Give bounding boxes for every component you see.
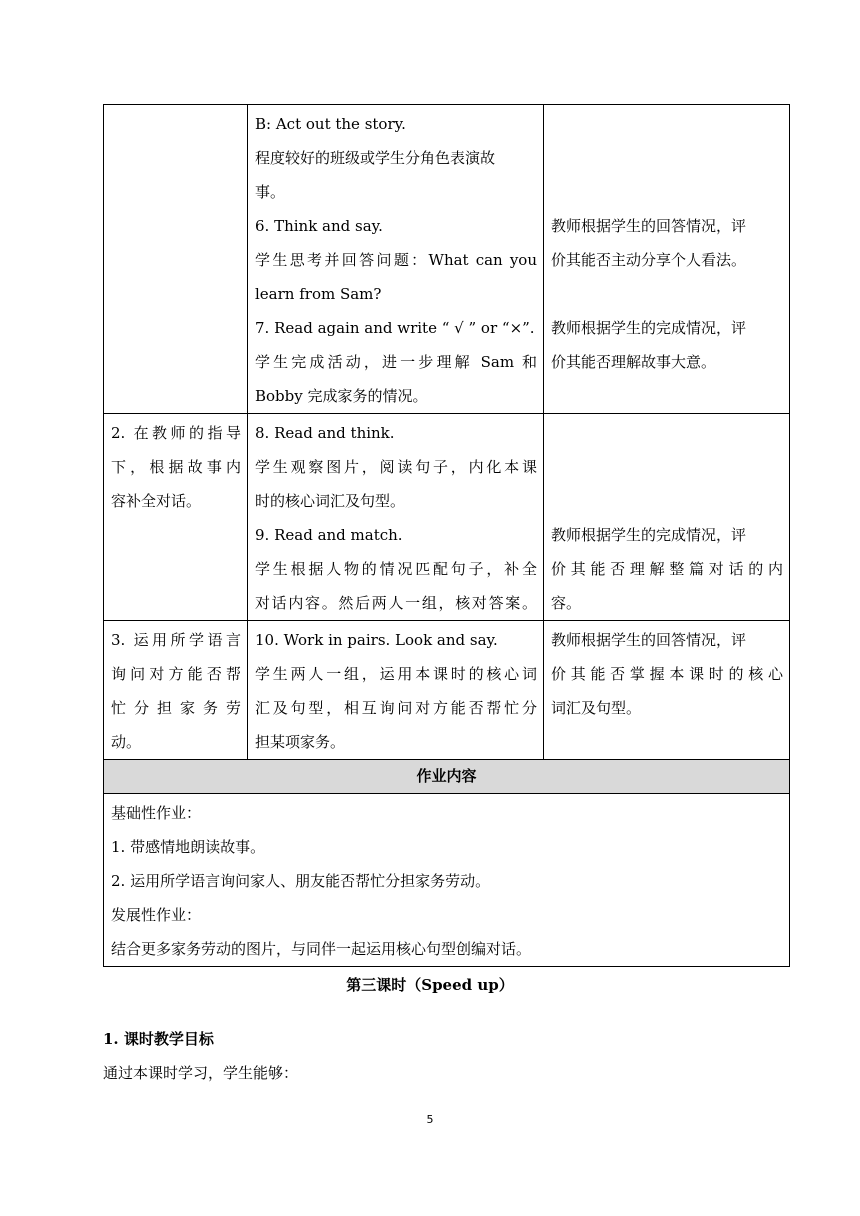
text-line: 9. Read and match. (255, 526, 403, 544)
text-line: 学生完成活动，进一步理解 Sam 和 (255, 353, 537, 371)
text-line: Bobby 完成家务的情况。 (255, 387, 428, 405)
text-line: 教师根据学生的完成情况，评 (551, 526, 747, 544)
text-line: 汇及句型，相互询问对方能否帮忙分 (255, 699, 537, 717)
text-line: 教师根据学生的回答情况，评 (551, 217, 747, 235)
section-title: 第三课时（Speed up） (346, 976, 514, 994)
text-line: 2. 在教师的指导 (111, 424, 241, 442)
evaluation-cell (544, 105, 790, 414)
text-line: 学生思考并回答问题：What can you (255, 251, 537, 269)
text-line: 8. Read and think. (255, 424, 395, 442)
text-line: 教师根据学生的完成情况，评 (551, 319, 747, 337)
text-line: 价其能否理解故事大意。 (551, 353, 717, 371)
page-number: 5 (426, 1113, 434, 1126)
text-line: 对话内容。然后两人一组，核对答案。 (255, 594, 537, 612)
text-line: 容。 (551, 594, 582, 612)
table-row (104, 414, 790, 621)
text-line: 10. Work in pairs. Look and say. (255, 631, 498, 649)
text-line: 事。 (255, 183, 286, 201)
homework-row (104, 794, 790, 967)
text-line: 词汇及句型。 (551, 699, 642, 717)
intro-text: 通过本课时学习，学生能够： (103, 1064, 299, 1082)
text-line: 2. 运用所学语言询问家人、朋友能否帮忙分担家务劳动。 (111, 872, 491, 890)
homework-cell (104, 794, 790, 967)
text-line: 6. Think and say. (255, 217, 383, 235)
text-line: 下，根据故事内 (111, 458, 241, 476)
evaluation-cell (544, 621, 790, 760)
evaluation-cell (544, 414, 790, 621)
text-line: 7. Read again and write “ √ ” or “×”. (255, 319, 535, 337)
text-line: 教师根据学生的回答情况，评 (551, 631, 747, 649)
text-line: 担某项家务。 (255, 733, 346, 751)
text-line: 价其能否理解整篇对话的内 (551, 560, 783, 578)
homework-header-row (104, 760, 790, 794)
text-line: 程度较好的班级或学生分角色表演故 (255, 149, 496, 167)
text-line: 学生根据人物的情况匹配句子，补全 (255, 560, 537, 578)
text-line: 发展性作业： (111, 906, 202, 924)
text-line: 1. 带感情地朗读故事。 (111, 838, 266, 856)
goal-cell (104, 621, 248, 760)
activity-cell (248, 105, 544, 414)
text-line: 价其能否掌握本课时的核心 (551, 665, 783, 683)
text-line: 3. 运用所学语言 (111, 631, 241, 649)
table-row (104, 621, 790, 760)
text-line: 询问对方能否帮 (111, 665, 241, 683)
text-line: 时的核心词汇及句型。 (255, 492, 406, 510)
text-line: 学生观察图片，阅读句子，内化本课 (255, 458, 537, 476)
lesson-table (103, 104, 790, 967)
text-line: 容补全对话。 (111, 492, 202, 510)
text-line: 动。 (111, 733, 142, 751)
text-line: 学生两人一组，运用本课时的核心词 (255, 665, 537, 683)
activity-cell (248, 621, 544, 760)
table-row (104, 105, 790, 414)
section-heading: 1. 课时教学目标 (103, 1030, 214, 1048)
text-line: learn from Sam? (255, 285, 382, 303)
text-line: 忙 分 担 家 务 劳 (111, 699, 241, 717)
goal-cell (104, 105, 248, 414)
homework-header: 作业内容 (104, 760, 790, 794)
text-line: 价其能否主动分享个人看法。 (551, 251, 747, 269)
text-line: B: Act out the story. (255, 115, 406, 133)
activity-cell (248, 414, 544, 621)
text-line: 基础性作业： (111, 804, 202, 822)
goal-cell (104, 414, 248, 621)
text-line: 结合更多家务劳动的图片，与同伴一起运用核心句型创编对话。 (111, 940, 532, 958)
